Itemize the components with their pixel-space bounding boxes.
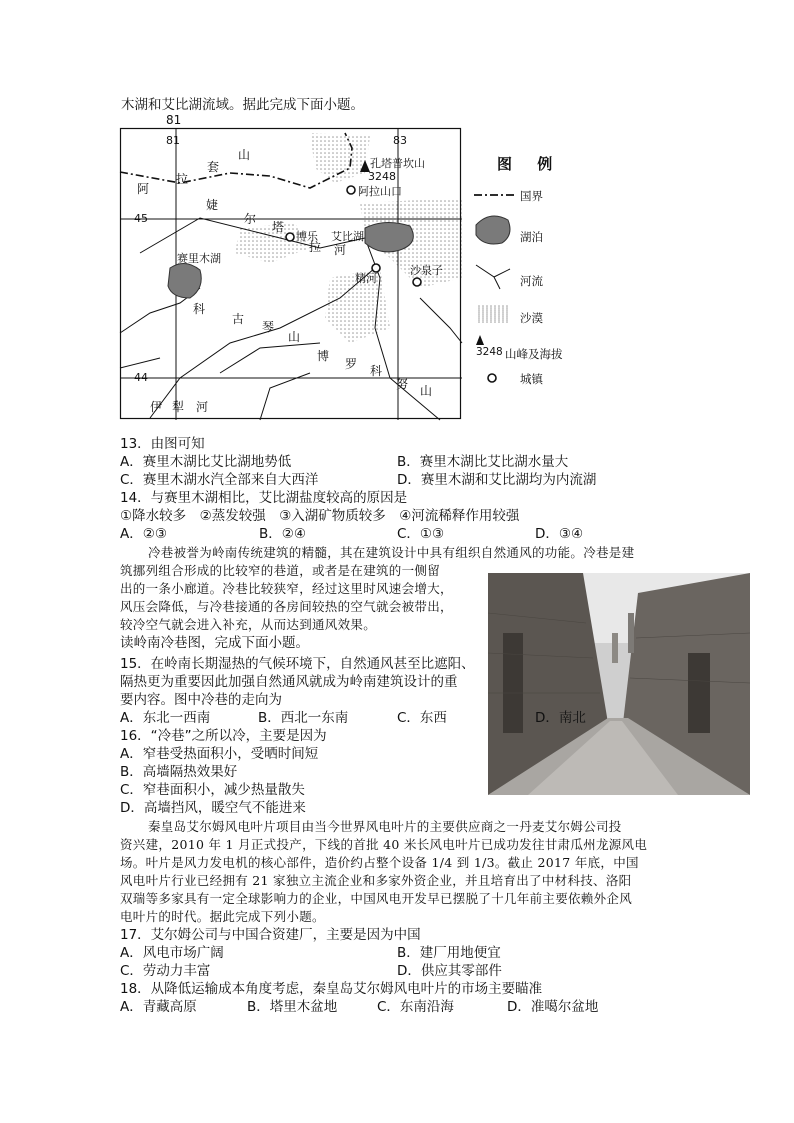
q15-option-b[interactable]: B．西北一东南: [258, 710, 349, 726]
legend-peak-elev: 3248: [476, 346, 503, 358]
lake-aibi-label: 艾比湖: [331, 230, 364, 243]
lat-45-label: 45: [134, 212, 148, 225]
passage2-line: 电叶片的时代。据此完成下列小题。: [120, 909, 325, 924]
map-label: 山: [238, 148, 251, 162]
q14-option-a[interactable]: A．②③: [120, 526, 167, 542]
passage2-line: 场。叶片是风力发电机的核心部件，造价约占整个设备 1/4 到 1/3。截止 2017 年底，中国: [120, 855, 639, 870]
map-label: 河: [196, 400, 209, 414]
map-label: 套: [207, 160, 220, 174]
q18-option-c[interactable]: C．东南沿海: [377, 999, 454, 1015]
q18-option-d[interactable]: D．准噶尔盆地: [507, 999, 599, 1015]
passage2-line: 风电叶片行业已经拥有 21 家独立主流企业和多家外资企业，并且培育出了中材科技、洛阳: [120, 873, 632, 888]
map-label: 博: [317, 349, 330, 363]
passage1-line: 筑挪列组合形成的比较窄的巷道，或者是在建筑的一侧留: [120, 563, 441, 578]
map-label: 罗: [345, 357, 358, 371]
q13-option-a[interactable]: A．赛里木湖比艾比湖地势低: [120, 454, 292, 470]
q13-option-c[interactable]: C．赛里木湖水汽全部来自大西洋: [120, 472, 319, 488]
legend-lake-label: 湖泊: [520, 230, 543, 244]
legend-desert-label: 沙漠: [520, 311, 543, 325]
map-label: 古: [232, 312, 245, 326]
town-alashankou: [347, 186, 355, 194]
map-label: 尔: [244, 212, 257, 226]
q13-option-b[interactable]: B．赛里木湖比艾比湖水量大: [397, 454, 569, 470]
map-label: 婕: [206, 198, 219, 212]
lake-sailimu-label: 赛里木湖: [177, 252, 221, 265]
passage2-line: 秦皇岛艾尔姆风电叶片项目由当今世界风电叶片的主要供应商之一丹麦艾尔姆公司投: [148, 819, 622, 834]
legend-peak-icon: [476, 335, 484, 345]
q15-stem-line: 要内容。图中冷巷的走向为: [120, 692, 282, 708]
map-label: 阿: [137, 182, 150, 196]
passage2-line: 双瑞等多家具有一定全球影响力的企业，中国风电开发早已摆脱了十几年前主要依赖外企风: [120, 891, 633, 906]
q15-option-c[interactable]: C．东西: [397, 710, 447, 726]
q15-stem-line: 15．在岭南长期湿热的气候环境下，自然通风甚至比遮阳、: [120, 656, 475, 672]
q16-option-d[interactable]: D．高墙挡风，暖空气不能进来: [120, 800, 306, 816]
cold-alley-photo: [488, 573, 750, 795]
q18-option-b[interactable]: B．塔里木盆地: [247, 999, 338, 1015]
city-bole: 博乐: [296, 230, 318, 243]
q13-option-d[interactable]: D．赛里木湖和艾比湖均为内流湖: [397, 472, 597, 488]
map-label: 河: [334, 243, 347, 257]
passage1-line: 较冷空气就会进入补充，从而达到通风效果。: [120, 617, 377, 632]
legend-lake-icon: [476, 216, 510, 244]
legend-border-label: 国界: [520, 189, 543, 203]
lake-aibi: [365, 222, 413, 251]
q14-option-d[interactable]: D．③④: [535, 526, 584, 542]
passage1-line: 风压会降低，与冷巷接通的各房间较热的空气就会被带出，: [120, 599, 453, 614]
map-label: 伊: [150, 400, 163, 414]
passage1-line: 出的一条小廊道。冷巷比较狭窄，经过这里时风速会增大，: [120, 581, 453, 596]
q13-stem: 13．由图可知: [120, 436, 205, 452]
q16-option-a[interactable]: A．窄巷受热面积小，受晒时间短: [120, 746, 319, 762]
legend-town-label: 城镇: [520, 372, 543, 386]
map-label: 拉: [309, 240, 322, 254]
q16-option-b[interactable]: B．高墙隔热效果好: [120, 764, 238, 780]
town-bole: [286, 233, 294, 241]
passage1-instruction: 读岭南冷巷图，完成下面小题。: [120, 635, 309, 651]
svg-text:81: 81: [166, 113, 182, 127]
passage1-line: 冷巷被誉为岭南传统建筑的精髓，其在建筑设计中具有组织自然通风的功能。冷巷是建: [148, 545, 635, 560]
q17-option-b[interactable]: B．建厂用地便宜: [397, 945, 501, 961]
lon-83-label: 83: [393, 134, 407, 147]
q15-option-a[interactable]: A．东北一西南: [120, 710, 211, 726]
map-label: 琴: [262, 320, 275, 334]
legend-title: 图 例: [497, 155, 563, 173]
legend-symbols: [470, 185, 520, 395]
q14-option-c[interactable]: C．①③: [397, 526, 445, 542]
q17-option-c[interactable]: C．劳动力丰富: [120, 963, 211, 979]
lake-sailimu: [168, 263, 201, 298]
q14-stem: 14．与赛里木湖相比，艾比湖盐度较高的原因是: [120, 490, 408, 506]
legend-river-label: 河流: [520, 274, 543, 288]
q15-stem-line: 隔热更为重要因此加强自然通风就成为岭南建筑设计的重: [120, 674, 458, 690]
peak-name: 孔塔普坎山: [370, 157, 425, 170]
lat-44-label: 44: [134, 371, 148, 384]
map-label: 努: [396, 377, 409, 391]
map-label: 犁: [172, 400, 185, 414]
q18-option-a[interactable]: A．青藏高原: [120, 999, 197, 1015]
q17-option-a[interactable]: A．风电市场广阔: [120, 945, 224, 961]
q16-option-c[interactable]: C．窄巷面积小，减少热量散失: [120, 782, 305, 798]
q18-stem: 18．从降低运输成本角度考虑，秦皇岛艾尔姆风电叶片的市场主要瞄准: [120, 981, 543, 997]
intro-line: 木湖和艾比湖流域。据此完成下面小题。: [121, 97, 364, 113]
q15-option-d[interactable]: D．南北: [535, 710, 586, 726]
map-label: 拉: [176, 172, 189, 186]
lon-81-label: 81: [166, 134, 180, 147]
map-label: 山: [288, 330, 301, 344]
peak-elev: 3248: [368, 170, 396, 183]
city-shaquanzi: 沙泉子: [410, 264, 443, 277]
passage2-line: 资兴建，2010 年 1 月正式投产，下线的首批 40 米长风电叶片已成功发往甘肃瓜州龙源风电: [120, 837, 648, 852]
q17-stem: 17．艾尔姆公司与中国合资建厂，主要是因为中国: [120, 927, 421, 943]
q14-option-b[interactable]: B．②④: [259, 526, 306, 542]
legend-river-icon: [476, 265, 510, 289]
map-label: 塔: [272, 220, 285, 234]
map-label: 山: [420, 384, 433, 398]
q17-option-d[interactable]: D．供应其零部件: [397, 963, 502, 979]
city-alashankou: 阿拉山口: [358, 185, 402, 198]
q16-stem: 16．“冷巷”之所以冷，主要是因为: [120, 728, 327, 744]
q14-items: ①降水较多 ②蒸发较强 ③入湖矿物质较多 ④河流稀释作用较强: [120, 508, 520, 524]
city-jinghe: 精河: [355, 272, 377, 285]
map-label: 科: [370, 364, 383, 378]
legend-peak-label: 山峰及海拔: [505, 347, 563, 361]
map-label: 科: [193, 302, 206, 316]
legend-town-icon: [488, 374, 496, 382]
